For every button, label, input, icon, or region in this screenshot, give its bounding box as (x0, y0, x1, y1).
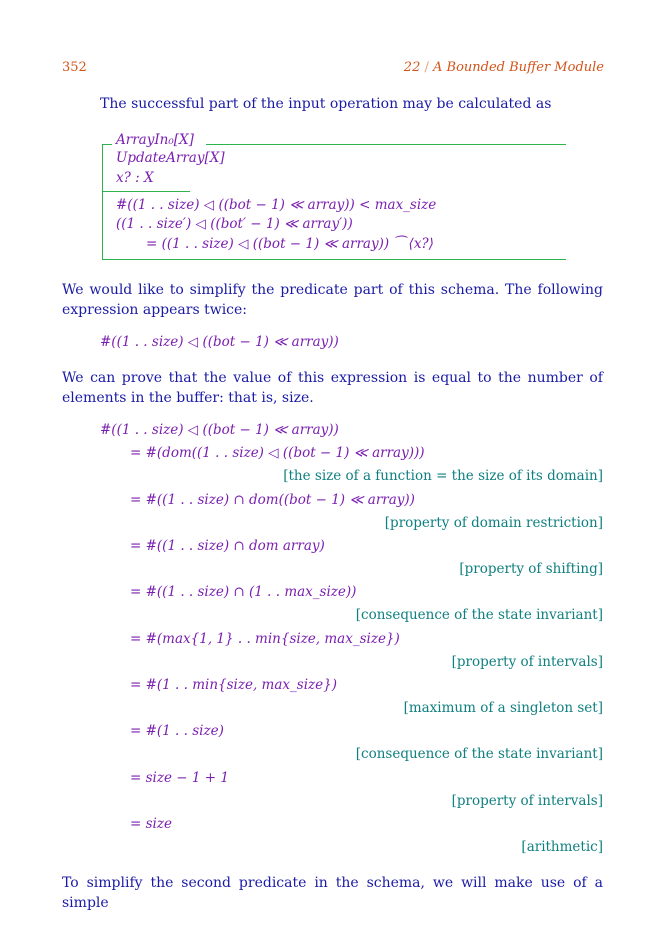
chapter-number: 22 (403, 60, 421, 75)
paragraph-simplify: We would like to simplify the predicate part of this schema. The following expression appears twice: (62, 282, 603, 318)
proof-step: = size − 1 + 1 (130, 770, 229, 786)
intro-text: The successful part of the input operation may be calculated as (100, 96, 552, 112)
schema-top-rule (206, 144, 566, 145)
proof-step: = #((1 . . size) ∩ (1 . . max_size)) (130, 584, 357, 600)
schema-pred-1: #((1 . . size) ◁ ((bot − 1) ≪ array)) < max_size (116, 197, 437, 213)
header-separator: / (424, 60, 429, 75)
paragraph-prove: We can prove that the value of this expression is equal to the number of elements in the buffer: that is, size. (62, 370, 603, 406)
proof-step: = size (130, 816, 172, 832)
proof-justification: [consequence of the state invariant] (355, 607, 603, 623)
proof-justification: [property of intervals] (451, 793, 603, 809)
schema-pred-3: = ((1 . . size) ◁ ((bot − 1) ≪ array)) ⁀ ⟨x?⟩ (146, 236, 434, 252)
chapter-title: A Bounded Buffer Module (433, 60, 604, 75)
proof-justification: [consequence of the state invariant] (355, 746, 603, 762)
proof-step: = #((1 . . size) ∩ dom((bot − 1) ≪ array)) (130, 492, 415, 508)
proof-justification: [property of intervals] (451, 654, 603, 670)
page-number: 352 (62, 60, 87, 75)
proof-justification: [maximum of a singleton set] (403, 700, 603, 716)
proof-justification: [the size of a function = the size of its domain] (283, 468, 603, 484)
proof-justification: [arithmetic] (521, 839, 603, 855)
proof-justification: [property of shifting] (459, 561, 603, 577)
schema-pred-2: ((1 . . size′) ◁ ((bot′ − 1) ≪ array′)) (116, 216, 353, 232)
schema-divider (102, 191, 190, 192)
proof-step: = #(1 . . min{size, max_size}) (130, 677, 337, 693)
proof-justification: [property of domain restriction] (384, 515, 603, 531)
running-header (404, 60, 604, 75)
proof-step: = #(dom((1 . . size) ◁ ((bot − 1) ≪ array))) (130, 445, 425, 461)
proof-step: = #(max{1, 1} . . min{size, max_size}) (130, 631, 400, 647)
proof-first-line: #((1 . . size) ◁ ((bot − 1) ≪ array)) (100, 422, 339, 438)
schema-top-left-rule (102, 144, 112, 145)
proof-step: = #(1 . . size) (130, 723, 224, 739)
paragraph-next: To simplify the second predicate in the schema, we will make use of a simple (62, 875, 603, 911)
schema-bottom-rule (102, 259, 566, 260)
schema-decl-2: x? : X (116, 170, 154, 186)
schema-name: ArrayIn₀[X] (116, 132, 194, 148)
schema-decl-1: UpdateArray[X] (116, 150, 225, 166)
proof-step: = #((1 . . size) ∩ dom array) (130, 538, 325, 554)
expression-display: #((1 . . size) ◁ ((bot − 1) ≪ array)) (100, 334, 339, 350)
schema-left-rule (102, 144, 103, 260)
